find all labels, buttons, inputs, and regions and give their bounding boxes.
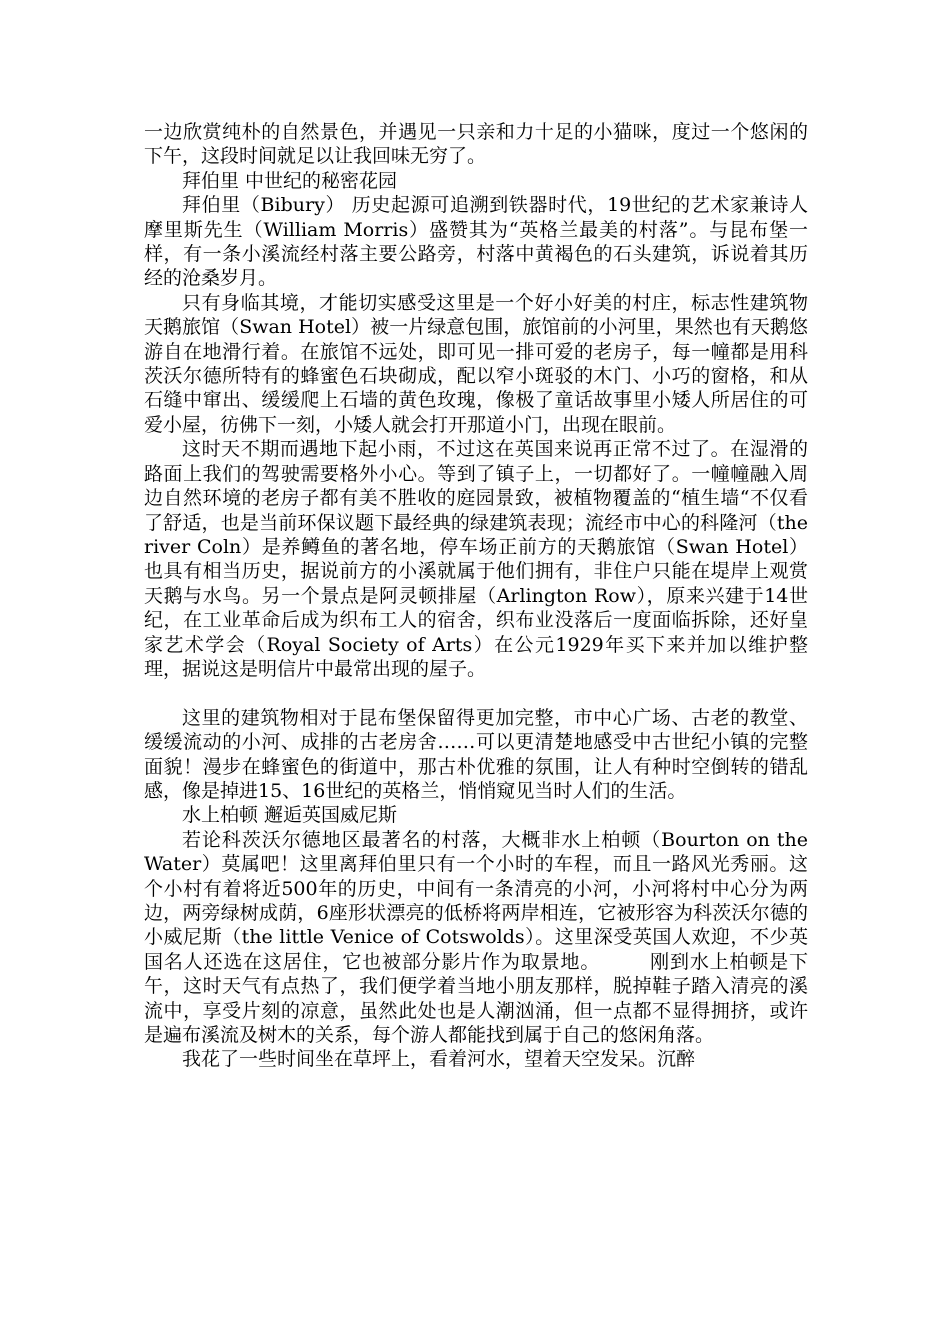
document-page — [144, 120, 808, 1072]
section-heading-bibury: 拜伯里 中世纪的秘密花园 — [182, 169, 398, 192]
paragraph-bibury-architecture: 这里的建筑物相对于昆布堡保留得更加完整，市中心广场、古老的教堂、缓缓流动的小河、成排的古老房舍……可以更清楚地感受中古世纪小镇的完整面貌！漫步在蜂蜜色的街道中，那古朴优雅的氛围，让人有种时空倒转的错乱感，像是掉进15、16世纪的英格兰，悄悄窥见当时人们的生活。 — [144, 706, 808, 802]
paragraph-bibury-rain: 这时天不期而遇地下起小雨，不过这在英国来说再正常不过了。在湿滑的路面上我们的驾驶需要格外小心。等到了镇子上，一切都好了。一幢幢融入周边自然环境的老房子都有美不胜收的庭园景致，被植物覆盖的“植生墙“不仅看了舒适，也是当前环保议题下最经典的绿建筑表现；流经市中心的科隆河（the river Coln）是养鳟鱼的著名地，停车场正前方的天鹅旅馆（Swan Hotel）也具有相当历史，据说前方的小溪就属于他们拥有，非住户只能在堤岸上观赏天鹅与水鸟。另一个景点是阿灵顿排屋（Arlington Row），原来兴建于14世纪，在工业革命后成为织布工人的宿舍，织布业没落后一度面临拆除，还好皇家艺术学会（Royal Society of Arts）在公元1929年买下来并加以维护整理，据说这是明信片中最常出现的屋子。 — [144, 438, 808, 680]
paragraph-bourton-intro: 若论科茨沃尔德地区最著名的村落，大概非水上柏顿（Bourton on the Water）莫属吧！这里离拜伯里只有一个小时的车程，而且一路风光秀丽。这个小村有着将近500年的历史，中间有一条清亮的小河，小河将村中心分为两边，两旁绿树成荫，6座形状漂亮的低桥将两岸相连，它被形容为科茨沃尔德的小威尼斯（the little Venice of Cotswolds）。这里深受英国人欢迎，不少英国名人还选在这居住，它也被部分影片作为取景地。 刚到水上柏顿是下午，这时天气有点热了，我们便学着当地小朋友那样，脱掉鞋子踏入清亮的溪流中，享受片刻的凉意，虽然此处也是人潮汹涌，但一点都不显得拥挤，或许是遍布溪流及树木的关系，每个游人都能找到属于自己的悠闲角落。 — [144, 828, 808, 1047]
section-heading-bourton: 水上柏顿 邂逅英国威尼斯 — [182, 804, 398, 827]
blank-line — [144, 681, 808, 705]
paragraph-bibury-swan-hotel: 只有身临其境，才能切实感受这里是一个好小好美的村庄，标志性建筑物天鹅旅馆（Swan Hotel）被一片绿意包围，旅馆前的小河里，果然也有天鹅悠游自在地滑行着。在旅馆不远处，即可见一排可爱的老房子，每一幢都是用科茨沃尔德所特有的蜂蜜色石块砌成，配以窄小斑驳的木门、小巧的窗格，和从石缝中窜出、缓缓爬上石墙的黄色玫瑰，像极了童话故事里小矮人所居住的可爱小屋，彷佛下一刻，小矮人就会打开那道小门，出现在眼前。 — [144, 291, 808, 436]
paragraph-bourton-lawn: 我花了一些时间坐在草坪上，看着河水，望着天空发呆。沉醉 — [182, 1048, 696, 1071]
paragraph-intro: 一边欣赏纯朴的自然景色，并遇见一只亲和力十足的小猫咪，度过一个悠闲的下午，这段时间就足以让我回味无穷了。 — [144, 121, 808, 168]
paragraph-bibury-history: 拜伯里（Bibury） 历史起源可追溯到铁器时代，19世纪的艺术家兼诗人摩里斯先生（William Morris）盛赞其为“英格兰最美的村落”。与昆布堡一样，有一条小溪流经村落主要公路旁，村落中黄褐色的石头建筑，诉说着其历经的沧桑岁月。 — [144, 194, 808, 290]
